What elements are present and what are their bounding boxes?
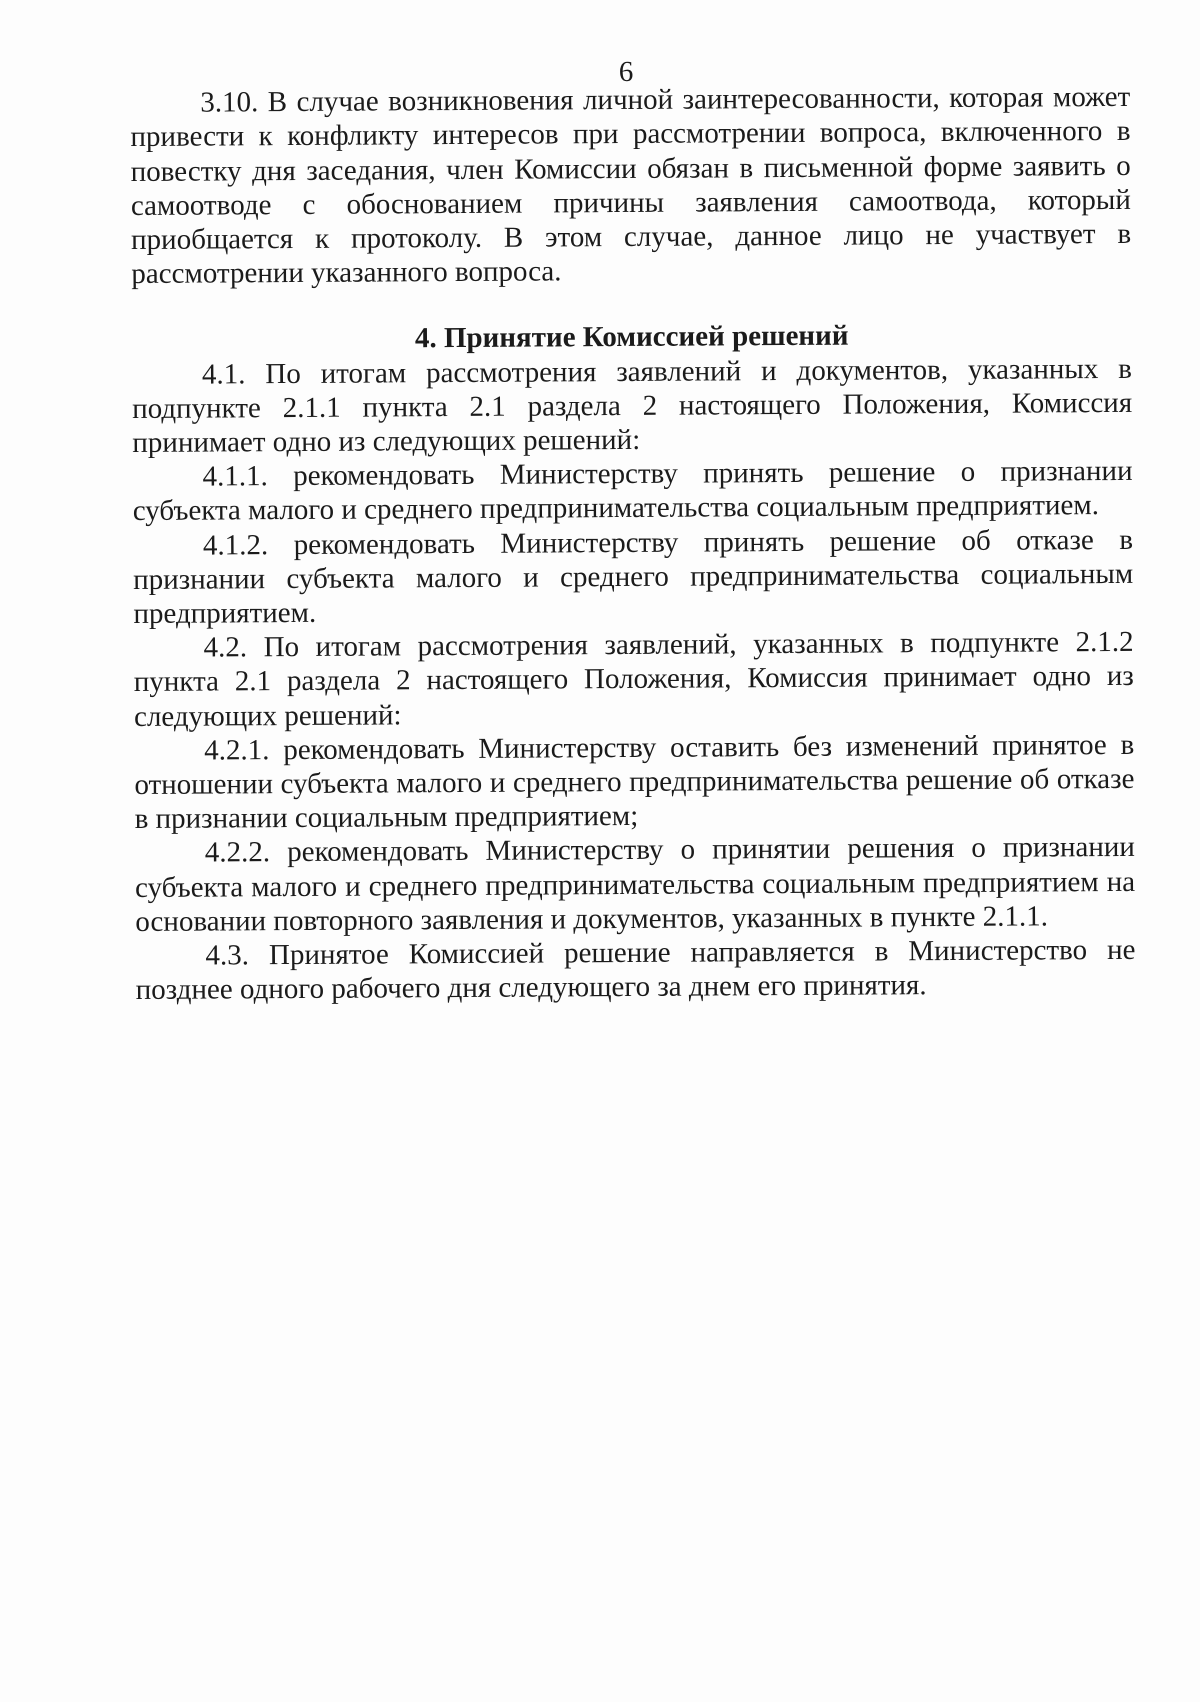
section-heading: 4. Принятие Комиссией решений xyxy=(414,320,849,355)
page-number: 6 xyxy=(618,55,634,89)
paragraph-4-2: 4.2. По итогам рассмотрения заявлений, указанных в подпункте 2.1.2 пункта 2.1 раздела 2 настоящего Положения, Комиссия принимает одно из следующих решений: xyxy=(133,626,1134,733)
paragraph-4-2-1: 4.2.1. рекомендовать Министерству оставить без изменений принятое в отношении субъекта малого и среднего предпринимательства решение об отказе в признании социальным предприятием; xyxy=(134,728,1135,836)
document-body xyxy=(130,52,1136,1008)
paragraph-4-1-1: 4.1.1. рекомендовать Министерству принять решение о признании субъекта малого и среднего предпринимательства социальным предприятием. xyxy=(132,455,1133,528)
paragraph-4-1-2: 4.1.2. рекомендовать Министерству принять решение об отказе в признании субъекта малого и среднего предпринимательства социальным предприятием. xyxy=(133,523,1134,631)
paragraph-4-3: 4.3. Принятое Комиссией решение направляется в Министерство не позднее одного рабочего дня следующего за днем его принятия. xyxy=(135,933,1136,1007)
paragraph-3-10: 3.10. В случае возникновения личной заинтересованности, которая может привести к конфликту интересов при рассмотрении вопроса, включенного в повестку дня заседания, член Комиссии обязан в письменной форме заявить о самоотводе с обоснованием причины заявления самоотвода, который приобщается к протоколу. В этом случае, данное лицо не участвует в рассмотрении указанного вопроса. xyxy=(130,81,1132,291)
paragraph-4-1: 4.1. По итогам рассмотрения заявлений и документов, указанных в подпункте 2.1.1 пункта 2.1 раздела 2 настоящего Положения, Комиссия принимает одно из следующих решений: xyxy=(132,352,1133,460)
paragraph-4-2-2: 4.2.2. рекомендовать Министерству о принятии решения о признании субъекта малого и среднего предпринимательства социальным предприятием на основании повторного заявления и документов, указанных в пункте 2.1.1. xyxy=(134,831,1136,938)
